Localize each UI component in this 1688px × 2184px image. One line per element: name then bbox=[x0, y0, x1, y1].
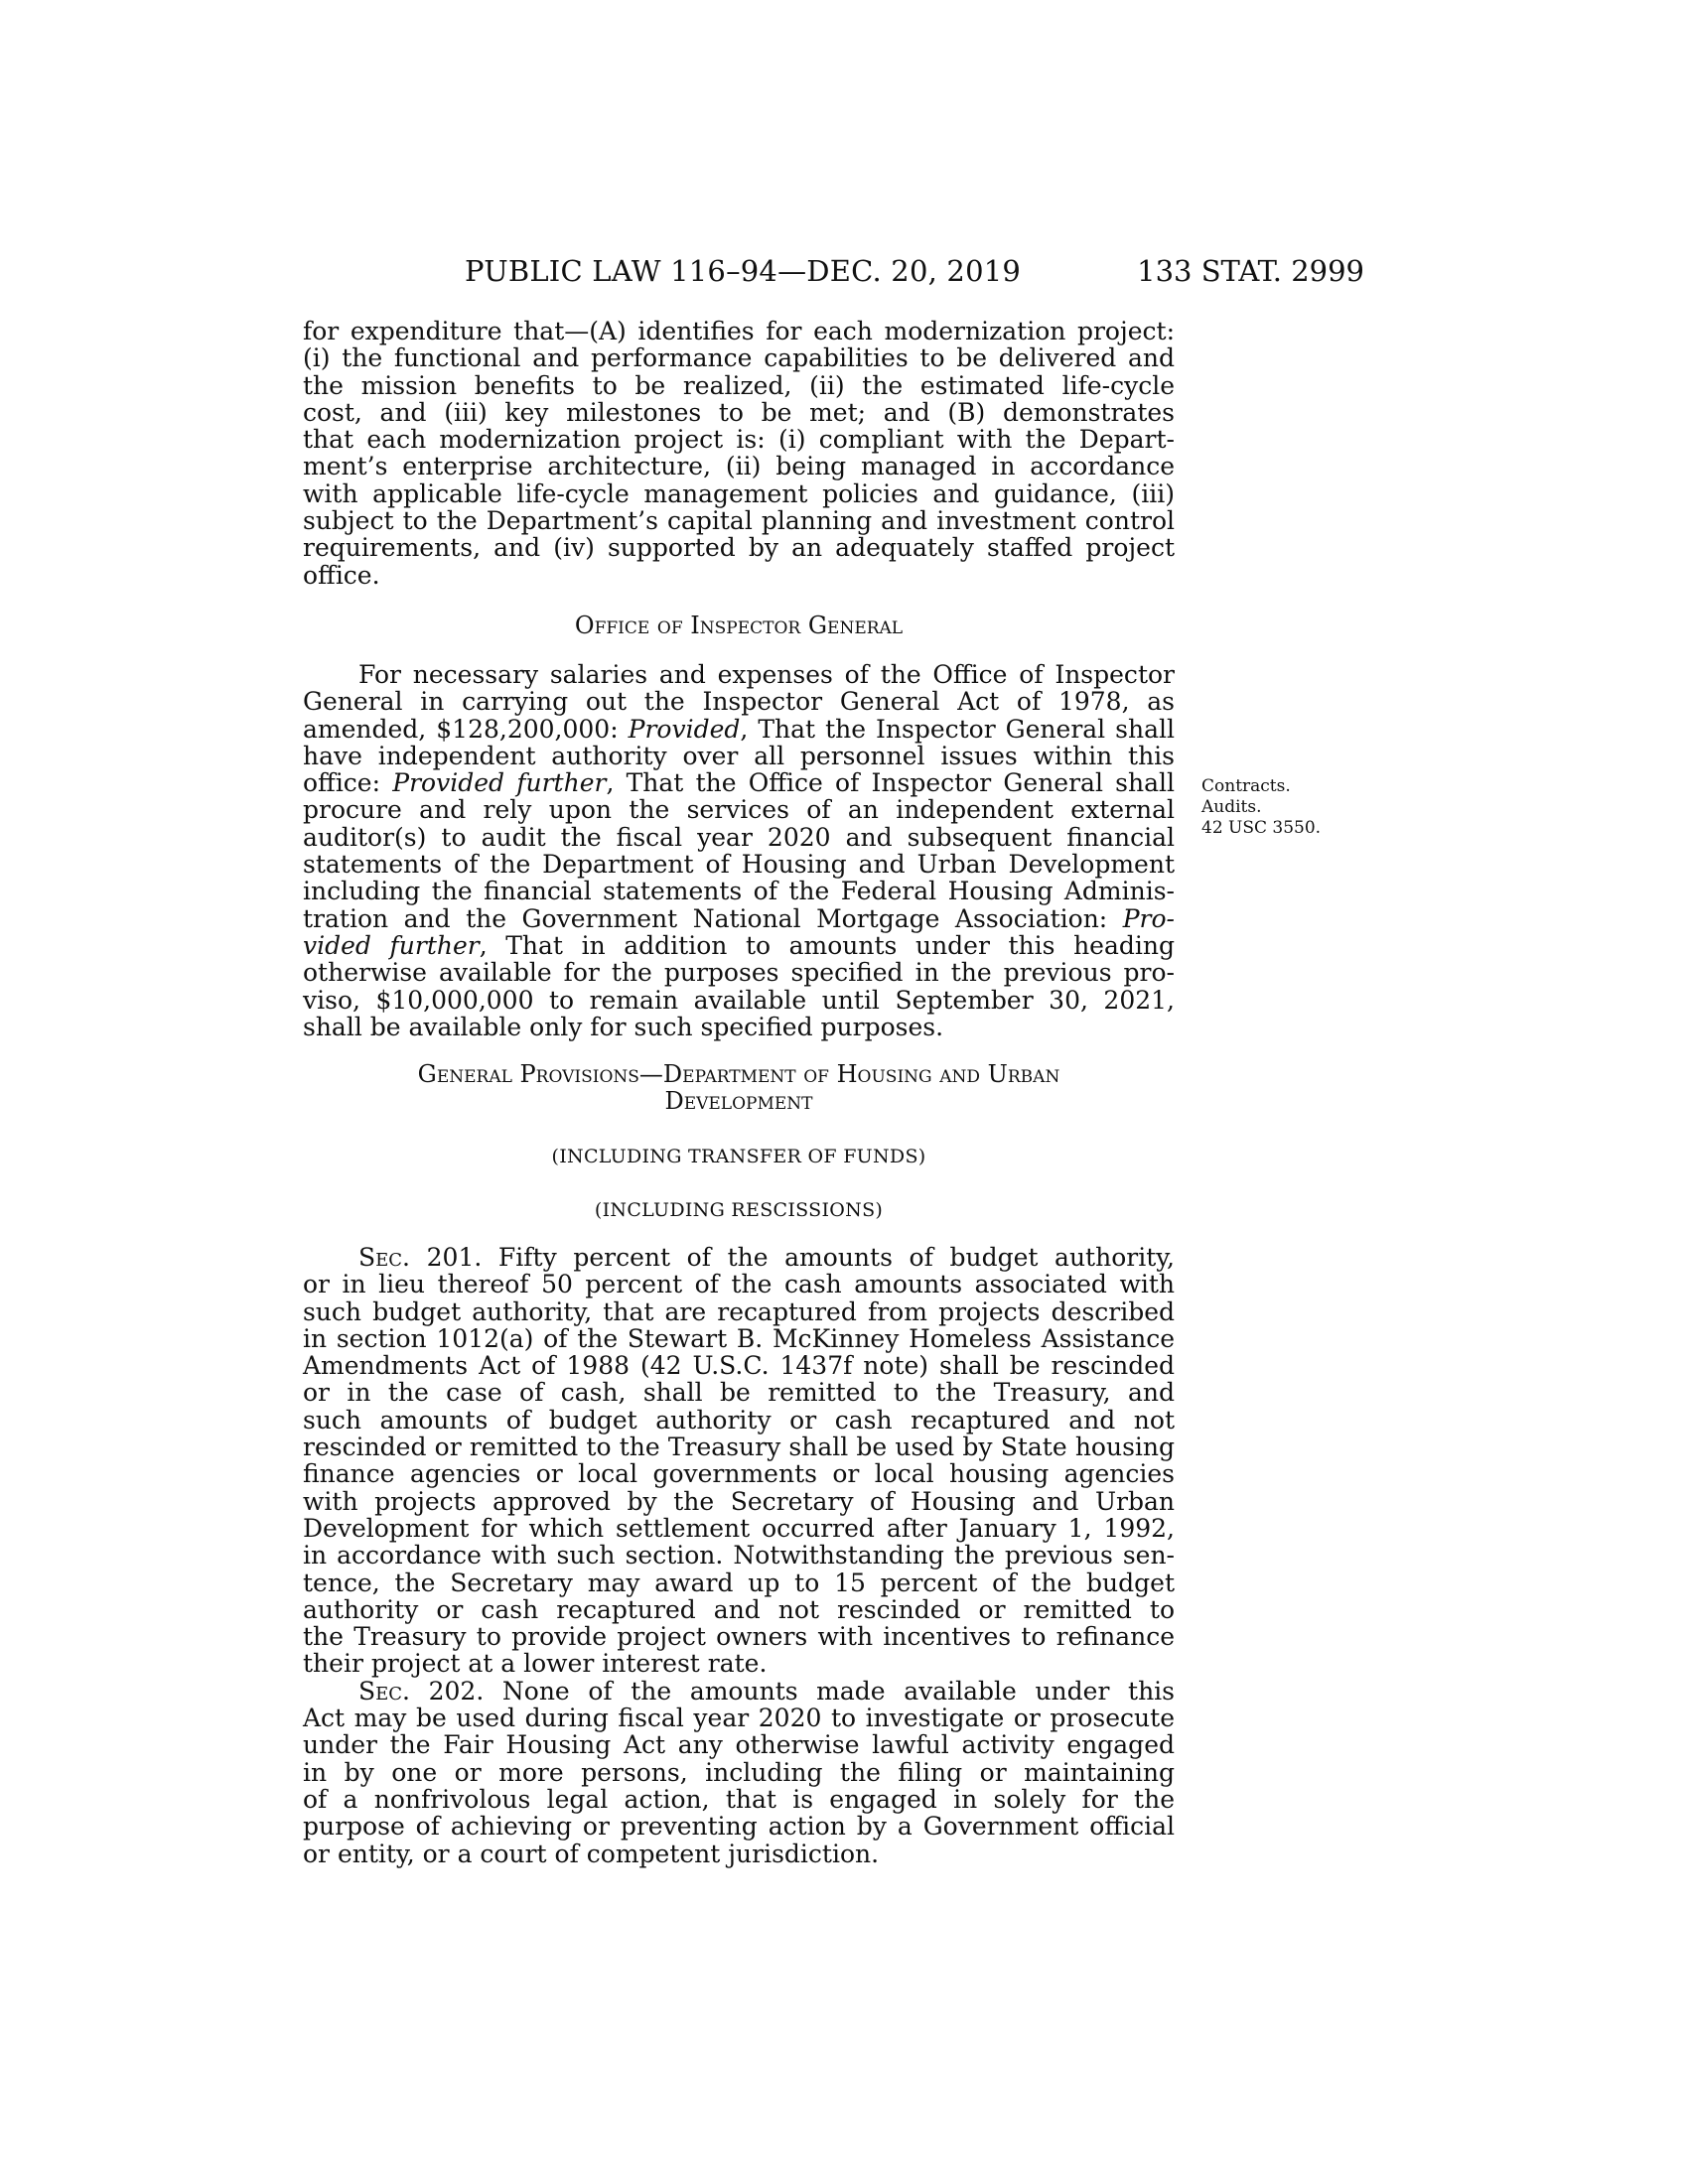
text-line: purpose of achieving or preventing action by a Government official bbox=[303, 1812, 1175, 1842]
text-line: with applicable life-cycle management policies and guidance, (iii) bbox=[303, 478, 1175, 508]
text-line: with projects approved by the Secretary of Housing and Urban bbox=[303, 1486, 1175, 1516]
subheading-transfer-of-funds: (INCLUDING TRANSFER OF FUNDS) bbox=[551, 1146, 926, 1167]
oig-paragraph bbox=[303, 661, 1175, 1040]
text-line: shall be available only for such specified purposes. bbox=[303, 1012, 944, 1041]
text-line: finance agencies or local governments or local housing agencies bbox=[303, 1459, 1175, 1489]
text-line: requirements, and (iv) supported by an adequately staffed project bbox=[303, 533, 1175, 563]
text-line: in by one or more persons, including the filing or maintaining bbox=[303, 1757, 1175, 1787]
text-line: the mission benefits to be realized, (ii) the estimated life-cycle bbox=[303, 370, 1175, 400]
oig-line-5: office: Provided further, That the Office of Inspector General shall bbox=[303, 768, 1175, 798]
running-head-title: PUBLIC LAW 116–94—DEC. 20, 2019 bbox=[465, 254, 1022, 288]
text-line: procure and rely upon the services of an independent external bbox=[303, 795, 1175, 825]
text-line: have independent authority over all personnel issues within this bbox=[303, 741, 1175, 770]
text-line bbox=[303, 716, 1175, 743]
text-line: office. bbox=[303, 560, 380, 590]
text-line bbox=[303, 1678, 1175, 1705]
oig-line-10: tration and the Government National Mortgage Association: Pro- bbox=[303, 903, 1175, 933]
section-heading-oig: Office of Inspector General bbox=[574, 612, 904, 639]
text-line: viso, $10,000,000 to remain available until September 30, 2021, bbox=[303, 985, 1175, 1015]
text-line: cost, and (iii) key milestones to be met; and (B) demonstrates bbox=[303, 397, 1175, 427]
text-line: subject to the Department’s capital planning and investment control bbox=[303, 506, 1175, 536]
text-line: in accordance with such section. Notwithstanding the previous sen- bbox=[303, 1541, 1175, 1570]
text-line: Act may be used during fiscal year 2020 to investigate or prosecute bbox=[303, 1704, 1175, 1733]
text-line: such budget authority, that are recaptured from projects described bbox=[303, 1297, 1175, 1326]
sec-202-text: 202. None of the amounts made available under this bbox=[410, 1676, 1175, 1706]
subheading-rescissions: (INCLUDING RESCISSIONS) bbox=[594, 1199, 884, 1221]
section-heading-general-provisions-cont: Development bbox=[664, 1087, 813, 1115]
text-line: rescinded or remitted to the Treasury shall be used by State housing bbox=[303, 1433, 1175, 1462]
text-line: the Treasury to provide project owners with incentives to refinance bbox=[303, 1622, 1175, 1652]
statute-page-number: 133 STAT. 2999 bbox=[1137, 254, 1364, 288]
margin-note: Audits. bbox=[1201, 797, 1262, 817]
text-line: For necessary salaries and expenses of the Office of Inspector bbox=[358, 660, 1175, 689]
text-line bbox=[303, 932, 1175, 959]
margin-note: 42 USC 3550. bbox=[1201, 818, 1322, 838]
text-line: General in carrying out the Inspector General Act of 1978, as bbox=[303, 687, 1175, 717]
text-line: (i) the functional and performance capabilities to be delivered and bbox=[303, 343, 1175, 373]
section-heading-general-provisions: General Provisions—Department of Housing and Urban bbox=[417, 1060, 1060, 1088]
oig-line-11: vided further, That in addition to amounts under this heading bbox=[303, 930, 1175, 960]
text-line: that each modernization project is: (i) compliant with the Depart- bbox=[303, 425, 1175, 455]
text-line: their project at a lower interest rate. bbox=[303, 1649, 768, 1679]
sec-201-text: 201. Fifty percent of the amounts of budget authority, bbox=[410, 1243, 1175, 1272]
continuation-paragraph bbox=[303, 318, 1175, 589]
text-line: including the financial statements of the Federal Housing Adminis- bbox=[303, 877, 1175, 906]
sec-202-label: Sec. bbox=[358, 1676, 410, 1706]
text-line: under the Fair Housing Act any otherwise lawful activity engaged bbox=[303, 1730, 1175, 1760]
text-line: tence, the Secretary may award up to 15 percent of the budget bbox=[303, 1568, 1175, 1597]
text-line: or in the case of cash, shall be remitted to the Treasury, and bbox=[303, 1378, 1175, 1408]
text-line: or in lieu thereof 50 percent of the cash amounts associated with bbox=[303, 1270, 1175, 1299]
sec-201-label: Sec. bbox=[358, 1243, 410, 1272]
text-line: for expenditure that—(A) identifies for each modernization project: bbox=[303, 317, 1175, 345]
text-line: or entity, or a court of competent jurisdiction. bbox=[303, 1839, 880, 1868]
oig-line-3: amended, $128,200,000: Provided, That the Inspector General shall bbox=[303, 714, 1176, 744]
text-line bbox=[303, 1244, 1175, 1271]
text-line: ment’s enterprise architecture, (ii) being managed in accordance bbox=[303, 452, 1175, 481]
text-line: statements of the Department of Housing and Urban Development bbox=[303, 850, 1175, 880]
text-line bbox=[303, 769, 1175, 796]
text-line: Amendments Act of 1988 (42 U.S.C. 1437f note) shall be rescinded bbox=[303, 1351, 1175, 1381]
text-line: authority or cash recaptured and not rescinded or remitted to bbox=[303, 1594, 1175, 1624]
text-line: Development for which settlement occurred after January 1, 1992, bbox=[303, 1513, 1175, 1543]
sec-201-paragraph bbox=[303, 1244, 1175, 1867]
text-line: such amounts of budget authority or cash recaptured and not bbox=[303, 1405, 1175, 1434]
text-line: auditor(s) to audit the fiscal year 2020 and subsequent financial bbox=[303, 822, 1175, 852]
margin-note: Contracts. bbox=[1201, 776, 1291, 796]
text-line: otherwise available for the purposes specified in the previous pro- bbox=[303, 958, 1175, 988]
text-line bbox=[303, 905, 1175, 932]
text-line: in section 1012(a) of the Stewart B. McKinney Homeless Assistance bbox=[303, 1323, 1175, 1353]
margin-notes bbox=[1201, 776, 1321, 839]
text-line: of a nonfrivolous legal action, that is engaged in solely for the bbox=[303, 1784, 1175, 1814]
